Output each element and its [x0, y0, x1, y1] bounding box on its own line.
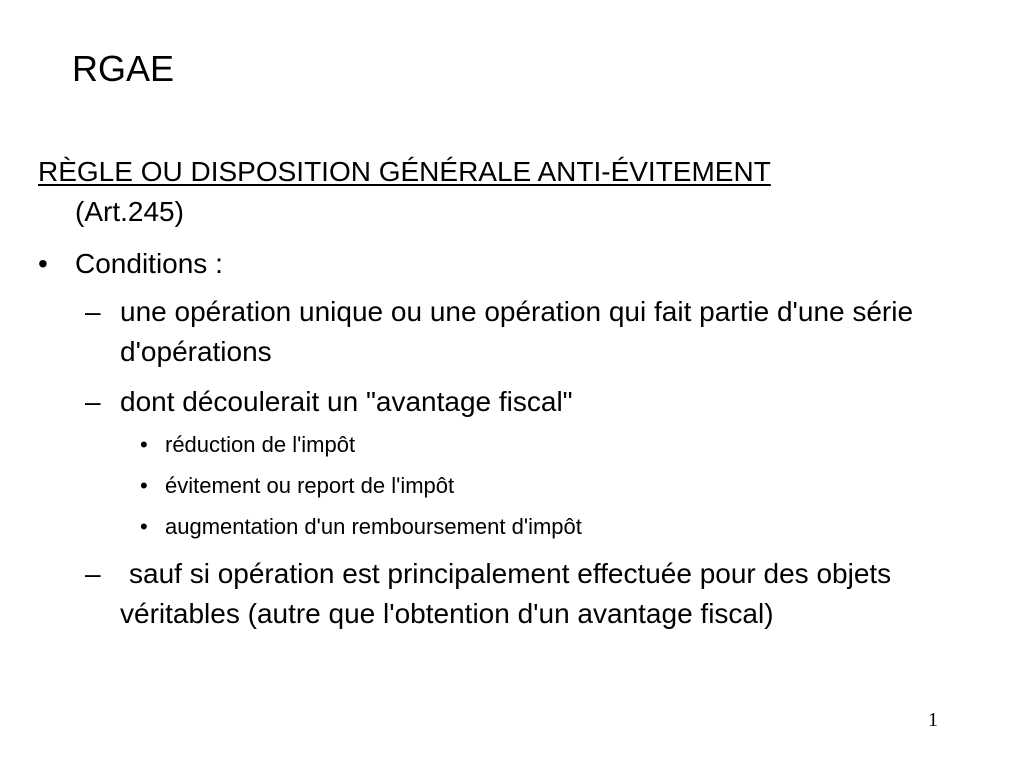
bullet-marker: • [140, 432, 148, 457]
heading-text: RÈGLE OU DISPOSITION GÉNÉRALE ANTI-ÉVITEMENT [38, 156, 771, 187]
sub-item-text: réduction de l'impôt [165, 432, 356, 457]
sub-item [140, 512, 582, 542]
conditions-label: Conditions : [75, 248, 223, 279]
condition-item-text: dont découlerait un "avantage fiscal" [120, 386, 573, 417]
dash-marker: – [85, 386, 101, 417]
sub-item [140, 430, 355, 460]
sub-item-text: augmentation d'un remboursement d'impôt [165, 514, 582, 539]
bullet-marker: • [38, 248, 48, 279]
slide-title: RGAE [72, 48, 175, 89]
condition-item-text: une opération unique ou une opération qui fait partie d'une série d'opérations [120, 296, 914, 367]
condition-item [85, 554, 945, 634]
condition-item-text: sauf si opération est principalement effectuée pour des objets véritables (autre que l'obtention d'un avantage fiscal) [120, 558, 892, 629]
dash-marker: – [85, 558, 101, 589]
page-number: 1 [928, 709, 938, 731]
dash-marker: – [85, 296, 101, 327]
heading-article-reference: (Art.245) [75, 196, 184, 227]
bullet-conditions [38, 244, 223, 284]
sub-item [140, 471, 454, 501]
condition-item [85, 292, 1010, 372]
bullet-marker: • [140, 473, 148, 498]
section-heading [38, 152, 771, 232]
condition-item [85, 382, 1010, 422]
bullet-marker: • [140, 514, 148, 539]
sub-item-text: évitement ou report de l'impôt [165, 473, 455, 498]
